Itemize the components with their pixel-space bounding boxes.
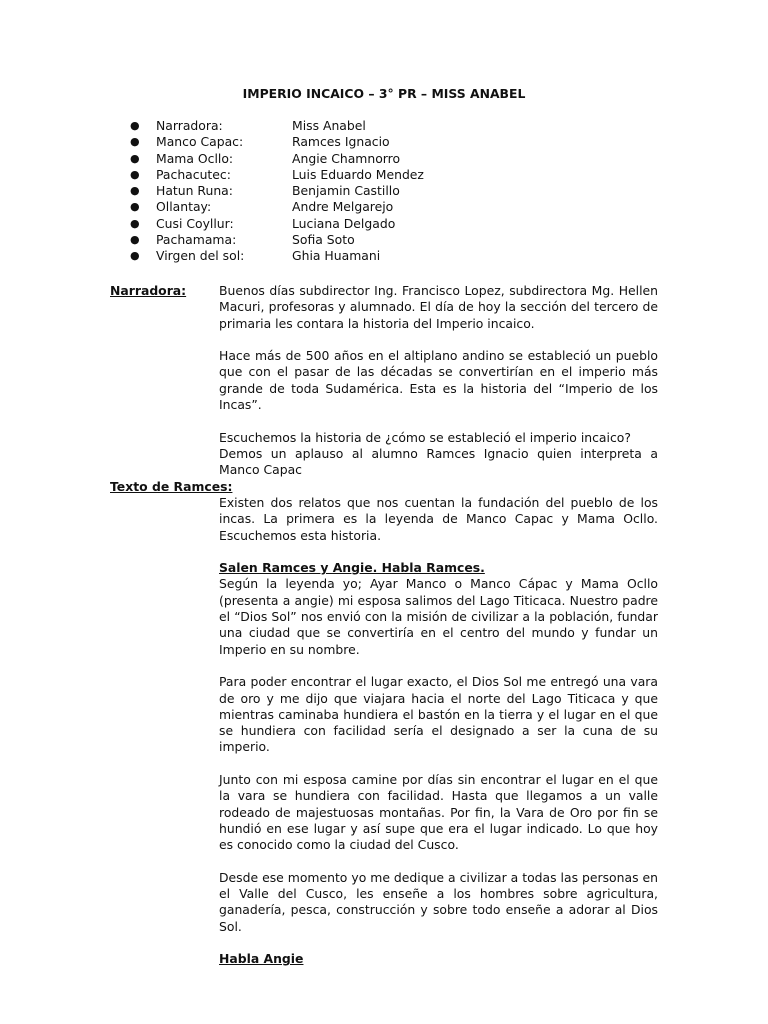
- narradora-paragraph-3a: Escuchemos la historia de ¿cómo se estableció el imperio incaico?: [219, 429, 631, 445]
- stage-direction-salen: Salen Ramces y Angie. Habla Ramces.: [219, 560, 485, 576]
- cast-actor: Luis Eduardo Mendez: [292, 166, 424, 182]
- cast-actor: Angie Chamnorro: [292, 150, 401, 166]
- bullet-icon: ●: [130, 233, 140, 247]
- cast-role: Ollantay:: [156, 199, 212, 215]
- cast-actor: Luciana Delgado: [292, 215, 396, 231]
- ramces-paragraph-3: Para poder encontrar el lugar exacto, el Dios Sol me entregó una vara de oro y me dijo que viajara hacia el norte del Lago Titicaca y que mientras caminaba hundiera el bastón en la tierra y el lugar en el que se hundiera con facilidad sería el designado a ser la cuna de su imperio.: [219, 674, 658, 755]
- ramces-speech: [219, 495, 658, 968]
- cast-role: Hatun Runa:: [156, 183, 233, 199]
- ramces-paragraph-1: Existen dos relatos que nos cuentan la fundación del pueblo de los incas. La primera es la leyenda de Manco Capac y Mama Ocllo. Escuchemos esta historia.: [219, 495, 658, 543]
- bullet-icon: ●: [130, 184, 140, 198]
- ramces-stage-direction-2: [219, 951, 658, 967]
- ramces-paragraph-4: Junto con mi esposa camine por días sin encontrar el lugar en el que la vara se hundiera con facilidad. Hasta que llegamos a un valle rodeado de majestuosas montañas. Por fin, la Vara de Oro por fin se hundió en ese lugar y así supe que era el lugar indicado. Lo que hoy es conocido como la ciudad del Cusco.: [219, 772, 658, 853]
- cast-actor: Ramces Ignacio: [292, 134, 390, 150]
- cast-actor: Sofia Soto: [292, 232, 355, 248]
- cast-role: Manco Capac:: [156, 134, 244, 150]
- bullet-icon: ●: [130, 216, 140, 230]
- cast-role: Pachacutec:: [156, 166, 231, 182]
- cast-role: Cusi Coyllur:: [156, 215, 234, 231]
- cast-actor: Benjamin Castillo: [292, 183, 400, 199]
- bullet-icon: ●: [130, 249, 140, 263]
- cast-role: Virgen del sol:: [156, 248, 245, 264]
- cast-actor: Andre Melgarejo: [292, 199, 394, 215]
- speaker-label-ramces: Texto de Ramces:: [110, 479, 233, 494]
- narradora-paragraph-2: Hace más de 500 años en el altiplano andino se estableció un pueblo que con el pasar de las décadas se convertirían en el imperio más grande de toda Sudamérica. Esta es la historia del “Imperio de los Incas”.: [219, 348, 658, 413]
- bullet-icon: ●: [130, 151, 140, 165]
- cast-role: Narradora:: [156, 118, 223, 133]
- stage-direction-habla-angie: Habla Angie: [219, 951, 304, 967]
- ramces-paragraph-5: Desde ese momento yo me dedique a civilizar a todas las personas en el Valle del Cusco, les enseñe a los hombres sobre agricultura, ganadería, pesca, construcción y sobre todo enseñe a adorar al Dios Sol.: [219, 869, 658, 934]
- cast-role: Mama Ocllo:: [156, 150, 234, 166]
- narradora-speech: [219, 283, 658, 479]
- bullet-icon: ●: [130, 167, 140, 181]
- ramces-paragraph-2: Según la leyenda yo; Ayar Manco o Manco Cápac y Mama Ocllo (presenta a angie) mi esposa salimos del Lago Titicaca. Nuestro padre el “Dios Sol” nos envió con la misión de civilizar a la población, fundar una ciudad que se convertiría en el centro del mundo y fundar un Imperio en su nombre.: [219, 576, 658, 657]
- narradora-paragraph-1: Buenos días subdirector Ing. Francisco Lopez, subdirectora Mg. Hellen Macuri, profesoras y alumnado. El día de hoy la sección del tercero de primaria les contara la historia del Imperio incaico.: [219, 283, 658, 331]
- narradora-paragraph-3b: Demos un aplauso al alumno Ramces Ignacio quien interpreta a Manco Capac: [219, 445, 658, 478]
- bullet-icon: ●: [130, 200, 140, 214]
- cast-role: Pachamama:: [156, 232, 237, 248]
- document-title: IMPERIO INCAICO – 3° PR – MISS ANABEL: [242, 86, 526, 101]
- cast-actor: Miss Anabel: [292, 118, 366, 133]
- speaker-label-narradora: Narradora:: [110, 283, 187, 298]
- bullet-icon: ●: [130, 119, 140, 132]
- bullet-icon: ●: [130, 135, 140, 149]
- cast-actor: Ghia Huamani: [292, 248, 381, 264]
- ramces-stage-direction-1: [219, 560, 658, 576]
